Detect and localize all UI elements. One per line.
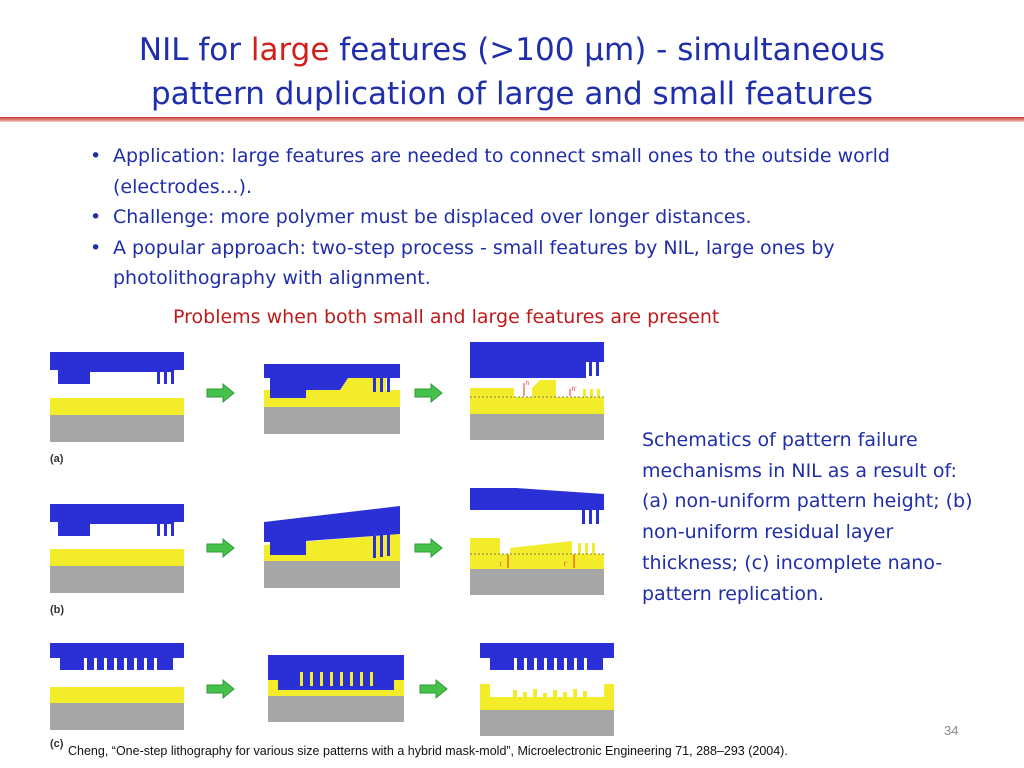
row-c-initial [50, 643, 184, 730]
process-arrow [207, 680, 234, 698]
figure-subheading: Problems when both small and large features are present [173, 306, 720, 328]
panel-label-b: (b) [50, 604, 65, 616]
process-arrow [415, 539, 442, 557]
annotation-label: h' [572, 387, 577, 393]
bullet-item: • Challenge: more polymer must be displaced over longer distances. [88, 202, 938, 233]
row-a-imprint [264, 364, 400, 434]
annotation-label: t' [564, 562, 567, 568]
bullet-item: • A popular approach: two-step process - small features by NIL, large ones by photolithography with alignment. [88, 233, 938, 294]
row-b-result [470, 488, 604, 595]
process-arrow [415, 384, 442, 402]
page-number: 34 [944, 723, 959, 738]
figure-caption: Schematics of pattern failure mechanisms in NIL as a result of: (a) non-uniform pattern height; (b) non-uniform residual layer thickness; (c) incomplete nano-pattern replication. [642, 429, 973, 605]
row-a-result [470, 342, 604, 440]
row-b-initial [50, 504, 184, 593]
process-arrow [207, 539, 234, 557]
process-arrow [420, 680, 447, 698]
annotation-label: t [500, 562, 502, 568]
row-c-imprint [268, 655, 404, 722]
row-b-imprint [264, 506, 400, 588]
title-accent-word: large [250, 32, 330, 68]
annotation-label: h [526, 381, 530, 387]
citation: Cheng, “One-step lithography for various size patterns with a hybrid mask-mold”, Microelectronic Engineering 71, 288–293 (2004). [68, 744, 788, 758]
panel-label-c: (c) [50, 738, 64, 750]
bullet-item: • Application: large features are needed to connect small ones to the outside world (electrodes…). [88, 141, 938, 202]
title-line-1: NIL for large features (>100 μm) - simultaneous [138, 32, 886, 68]
title-line-2: pattern duplication of large and small features [150, 76, 874, 112]
panel-label-a: (a) [50, 453, 64, 465]
row-a-initial [50, 352, 184, 442]
process-arrow [207, 384, 234, 402]
row-c-result [480, 643, 614, 736]
